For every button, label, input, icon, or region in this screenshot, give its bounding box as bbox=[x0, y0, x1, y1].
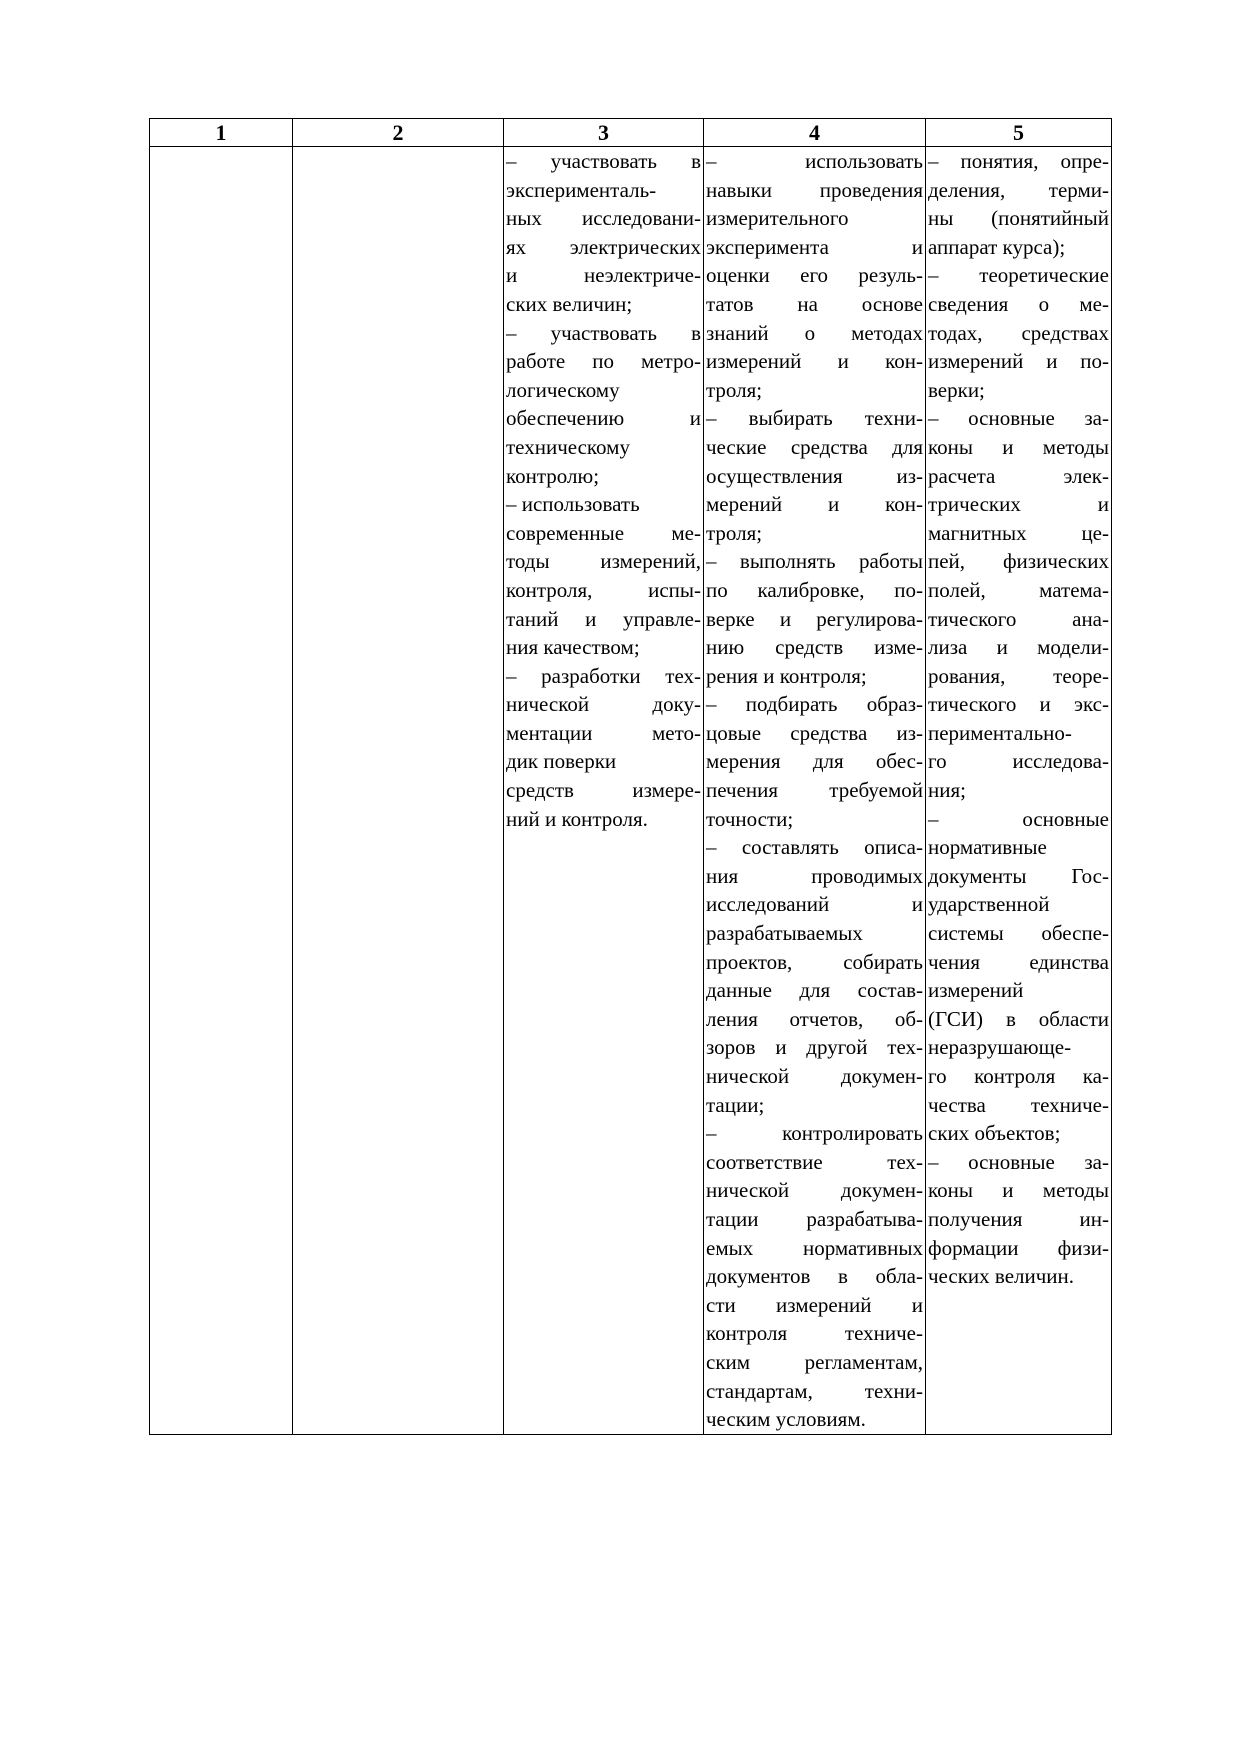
text-line: контроля, испы- bbox=[506, 577, 701, 602]
header-col-5: 5 bbox=[926, 119, 1112, 147]
text-line: ления отчетов, об- bbox=[706, 1006, 923, 1031]
text-line: ния; bbox=[928, 778, 966, 803]
text-line: пей, физических bbox=[928, 549, 1109, 574]
text-line: измерений bbox=[928, 978, 1024, 1003]
cell-col-4 bbox=[704, 147, 926, 1435]
text-line: обеспечению и bbox=[506, 406, 701, 431]
text-line: – участвовать в bbox=[506, 320, 701, 345]
header-row bbox=[150, 119, 1112, 147]
text-line: периментально- bbox=[928, 720, 1072, 745]
text-line: тического ана- bbox=[928, 606, 1109, 631]
text-line: документов в обла- bbox=[706, 1264, 923, 1289]
text-line: ны (понятийный bbox=[928, 206, 1109, 231]
text-line: трических и bbox=[928, 492, 1109, 517]
text-line: эксперимента и bbox=[706, 234, 923, 259]
text-line: чения единства bbox=[928, 949, 1109, 974]
text-line: коны и методы bbox=[928, 434, 1109, 459]
text-line: эксперименталь- bbox=[506, 177, 657, 202]
text-line: точности; bbox=[706, 806, 794, 831]
text-line: – основные bbox=[928, 806, 1109, 831]
header-col-4: 4 bbox=[704, 119, 926, 147]
header-col-2: 2 bbox=[293, 119, 504, 147]
text-line: контроля техниче- bbox=[706, 1321, 923, 1346]
text-line: ских объектов; bbox=[928, 1121, 1061, 1146]
text-line: троля; bbox=[706, 377, 763, 402]
text-line: деления, терми- bbox=[928, 177, 1109, 202]
text-line: нормативные bbox=[928, 835, 1047, 860]
text-line: чества техниче- bbox=[928, 1092, 1109, 1117]
text-line: тации; bbox=[706, 1092, 765, 1117]
text-line: ных исследовани- bbox=[506, 206, 701, 231]
text-line: документы Гос- bbox=[928, 863, 1109, 888]
text-line: рования, теоре- bbox=[928, 663, 1109, 688]
text-line: – использовать bbox=[506, 492, 640, 517]
cell-col-5 bbox=[926, 147, 1112, 1435]
text-line: измерений и кон- bbox=[706, 349, 923, 374]
text-line: магнитных це- bbox=[928, 520, 1109, 545]
text-line: ментации мето- bbox=[506, 720, 701, 745]
text-line: мерения для обес- bbox=[706, 749, 923, 774]
text-line: рения и контроля; bbox=[706, 663, 867, 688]
text-line: печения требуемой bbox=[706, 778, 923, 803]
text-line: коны и методы bbox=[928, 1178, 1109, 1203]
text-line: тоды измерений, bbox=[506, 549, 701, 574]
text-line: – выбирать техни- bbox=[706, 406, 923, 431]
text-line: – составлять описа- bbox=[706, 835, 923, 860]
text-line: верки; bbox=[928, 377, 985, 402]
text-line: емых нормативных bbox=[706, 1235, 923, 1260]
text-line: неразрушающе- bbox=[928, 1035, 1072, 1060]
text-line: мерений и кон- bbox=[706, 492, 923, 517]
text-line: осуществления из- bbox=[706, 463, 923, 488]
text-line: ским регламентам, bbox=[706, 1349, 923, 1374]
text-line: – разработки тех- bbox=[506, 663, 701, 688]
text-line: сведения о ме- bbox=[928, 291, 1109, 316]
text-line: зоров и другой тех- bbox=[706, 1035, 923, 1060]
text-line: ний и контроля. bbox=[506, 806, 648, 831]
cell-col-1 bbox=[150, 147, 293, 1435]
text-line: исследований и bbox=[706, 892, 923, 917]
text-line: нической докумен- bbox=[706, 1064, 923, 1088]
text-line: полей, матема- bbox=[928, 577, 1109, 602]
text-line: навыки проведения bbox=[706, 177, 923, 202]
text-line: – основные за- bbox=[928, 406, 1109, 431]
text-line: расчета элек- bbox=[928, 463, 1109, 488]
text-line: – основные за- bbox=[928, 1149, 1109, 1174]
text-line: – использовать bbox=[706, 149, 923, 173]
text-line: дик поверки bbox=[506, 749, 617, 774]
text-line: получения ин- bbox=[928, 1206, 1109, 1231]
cell-col-2 bbox=[293, 147, 504, 1435]
text-line: – понятия, опре- bbox=[928, 149, 1109, 173]
text-line: сти измерений и bbox=[706, 1292, 923, 1317]
text-line: татов на основе bbox=[706, 291, 923, 316]
text-line: соответствие тех- bbox=[706, 1149, 923, 1174]
text-line: измерительного bbox=[706, 206, 849, 231]
text-line: лиза и модели- bbox=[928, 635, 1109, 660]
text-line: контролю; bbox=[506, 463, 600, 488]
text-line: ческих величин. bbox=[928, 1264, 1075, 1289]
text-line: нию средств изме- bbox=[706, 635, 923, 660]
text-line: формации физи- bbox=[928, 1235, 1109, 1260]
competencies-table bbox=[149, 118, 1112, 1435]
text-line: техническому bbox=[506, 434, 630, 459]
text-line: тодах, средствах bbox=[928, 320, 1109, 345]
cell-col-3 bbox=[504, 147, 704, 1435]
text-line: и неэлектриче- bbox=[506, 263, 701, 288]
text-line: разрабатываемых bbox=[706, 921, 863, 946]
text-line: верке и регулирова- bbox=[706, 606, 923, 631]
text-line: ния качеством; bbox=[506, 635, 640, 660]
text-line: го исследова- bbox=[928, 749, 1109, 774]
text-line: проектов, собирать bbox=[706, 949, 923, 974]
text-line: логическому bbox=[506, 377, 620, 402]
text-line: тации разрабатыва- bbox=[706, 1206, 923, 1231]
text-line: нической докумен- bbox=[706, 1178, 923, 1203]
body-row bbox=[150, 147, 1112, 1435]
text-line: средств измере- bbox=[506, 778, 701, 803]
text-line: ских величин; bbox=[506, 291, 633, 316]
header-col-1: 1 bbox=[150, 119, 293, 147]
text-line: ческим условиям. bbox=[706, 1407, 866, 1432]
text-line: цовые средства из- bbox=[706, 720, 923, 745]
text-line: ях электрических bbox=[506, 234, 701, 259]
text-line: ния проводимых bbox=[706, 863, 923, 888]
text-line: современные ме- bbox=[506, 520, 701, 545]
text-line: аппарат курса); bbox=[928, 234, 1066, 259]
text-line: троля; bbox=[706, 520, 763, 545]
text-line: тического и экс- bbox=[928, 692, 1109, 717]
text-line: работе по метро- bbox=[506, 349, 701, 374]
text-line: стандартам, техни- bbox=[706, 1378, 923, 1403]
text-line: данные для состав- bbox=[706, 978, 923, 1003]
text-line: системы обеспе- bbox=[928, 921, 1109, 946]
text-line: знаний о методах bbox=[706, 320, 923, 345]
text-line: – участвовать в bbox=[506, 149, 701, 173]
text-line: – контролировать bbox=[706, 1121, 923, 1146]
text-line: по калибровке, по- bbox=[706, 577, 923, 602]
text-line: – теоретические bbox=[928, 263, 1109, 288]
text-line: таний и управле- bbox=[506, 606, 701, 631]
text-line: ударственной bbox=[928, 892, 1050, 917]
text-line: – выполнять работы bbox=[706, 549, 923, 574]
text-line: нической доку- bbox=[506, 692, 701, 717]
text-line: го контроля ка- bbox=[928, 1064, 1109, 1088]
text-line: – подбирать образ- bbox=[706, 692, 923, 717]
text-line: ческие средства для bbox=[706, 434, 923, 459]
text-line: (ГСИ) в области bbox=[928, 1006, 1109, 1031]
text-line: оценки его резуль- bbox=[706, 263, 923, 288]
text-line: измерений и по- bbox=[928, 349, 1109, 374]
header-col-3: 3 bbox=[504, 119, 704, 147]
